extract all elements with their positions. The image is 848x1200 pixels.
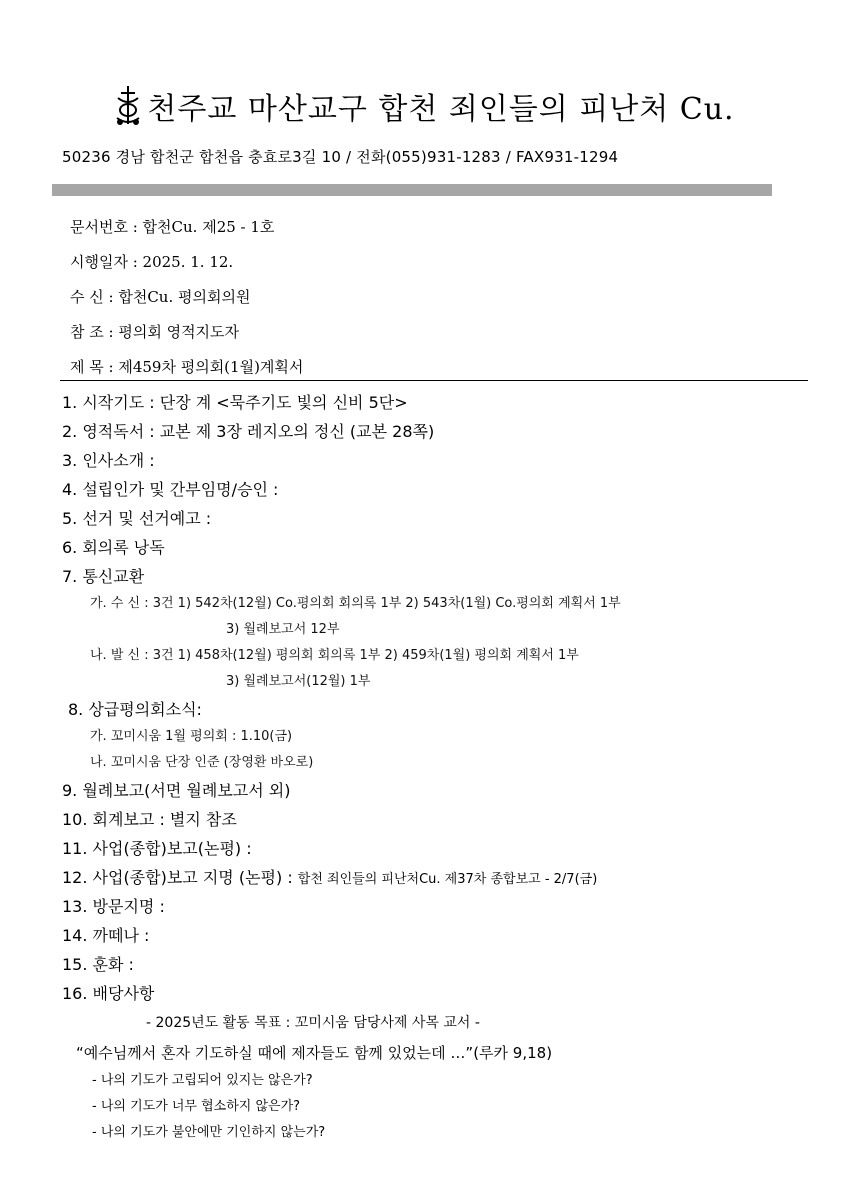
reflection-question: - 나의 기도가 너무 협소하지 않은가? (92, 1099, 301, 1114)
recipient: 수 신 : 합천Cu. 평의회의원 (70, 288, 251, 306)
agenda-item-label: 12. 사업(종합)보고 지명 (논평) : (62, 868, 298, 887)
address-line: 50236 경남 합천군 합천읍 충효로3길 10 / 전화(055)931-1283 / FAX931-1294 (62, 148, 619, 166)
correspondence-received: 가. 수 신 : 3건 1) 542차(12월) Co.평의회 회의록 1부 2) 543차(1월) Co.평의회 계획서 1부 (90, 596, 621, 611)
reflection-question: - 나의 기도가 불안에만 기인하지 않는가? (92, 1125, 326, 1140)
agenda-item: 8. 상급평의회소식: (68, 700, 202, 719)
agenda-item: 6. 회의록 낭독 (62, 538, 165, 557)
reflection-question: - 나의 기도가 고립되어 있지는 않은가? (92, 1073, 313, 1088)
issue-date: 시행일자 : 2025. 1. 12. (70, 253, 234, 271)
letterhead (0, 78, 848, 134)
agenda-item: 7. 통신교환 (62, 567, 145, 586)
header-divider (52, 184, 772, 196)
agenda-item: 14. 까떼나 : (62, 926, 150, 945)
agenda-item: 4. 설립인가 및 간부임명/승인 : (62, 480, 279, 499)
reference: 참 조 : 평의회 영적지도자 (70, 323, 240, 341)
subject: 제 목 : 제459차 평의회(1월)계획서 (70, 358, 304, 376)
scripture-quote: “예수님께서 혼자 기도하실 때에 제자들도 함께 있었는데 …”(루카 9,18) (76, 1044, 553, 1062)
agenda-item: 13. 방문지명 : (62, 897, 165, 916)
agenda-item: 10. 회계보고 : 별지 참조 (62, 810, 237, 829)
doc-number: 문서번호 : 합천Cu. 제25 - 1호 (70, 218, 275, 236)
document-meta (70, 210, 303, 385)
agenda-item: 9. 월례보고(서면 월례보고서 외) (62, 781, 291, 800)
senior-council-news: 가. 꼬미시움 1월 평의회 : 1.10(금) (90, 729, 293, 744)
agenda-item: 2. 영적독서 : 교본 제 3장 레지오의 정신 (교본 28쪽) (62, 422, 435, 441)
agenda-item: 5. 선거 및 선거예고 : (62, 509, 212, 528)
agenda-item: 11. 사업(종합)보고(논평) : (62, 839, 252, 858)
correspondence-sent: 나. 발 신 : 3건 1) 458차(12월) 평의회 회의록 1부 2) 459차(1월) 평의회 계획서 1부 (90, 648, 579, 663)
correspondence-sent-cont: 3) 월례보고서(12월) 1부 (226, 674, 371, 689)
agenda-item (62, 863, 822, 892)
senior-council-news: 나. 꼬미시움 단장 인준 (장영환 바오로) (90, 755, 314, 770)
agenda-item: 1. 시작기도 : 단장 계 <묵주기도 빛의 신비 5단> (62, 393, 408, 412)
agenda-item: 16. 배당사항 (62, 984, 155, 1003)
cross-emblem-icon (113, 84, 143, 128)
organization-title: 천주교 마산교구 합천 죄인들의 피난처 Cu. (147, 92, 735, 127)
annual-goal: - 2025년도 활동 목표 : 꼬미시움 담당사제 사목 교서 - (146, 1015, 480, 1031)
agenda-body (62, 388, 822, 1146)
agenda-item: 3. 인사소개 : (62, 451, 155, 470)
agenda-item: 15. 훈화 : (62, 955, 134, 974)
agenda-item-detail: 합천 죄인들의 피난처Cu. 제37차 종합보고 - 2/7(금) (297, 872, 598, 887)
correspondence-received-cont: 3) 월례보고서 12부 (226, 622, 340, 637)
section-rule (60, 380, 808, 381)
